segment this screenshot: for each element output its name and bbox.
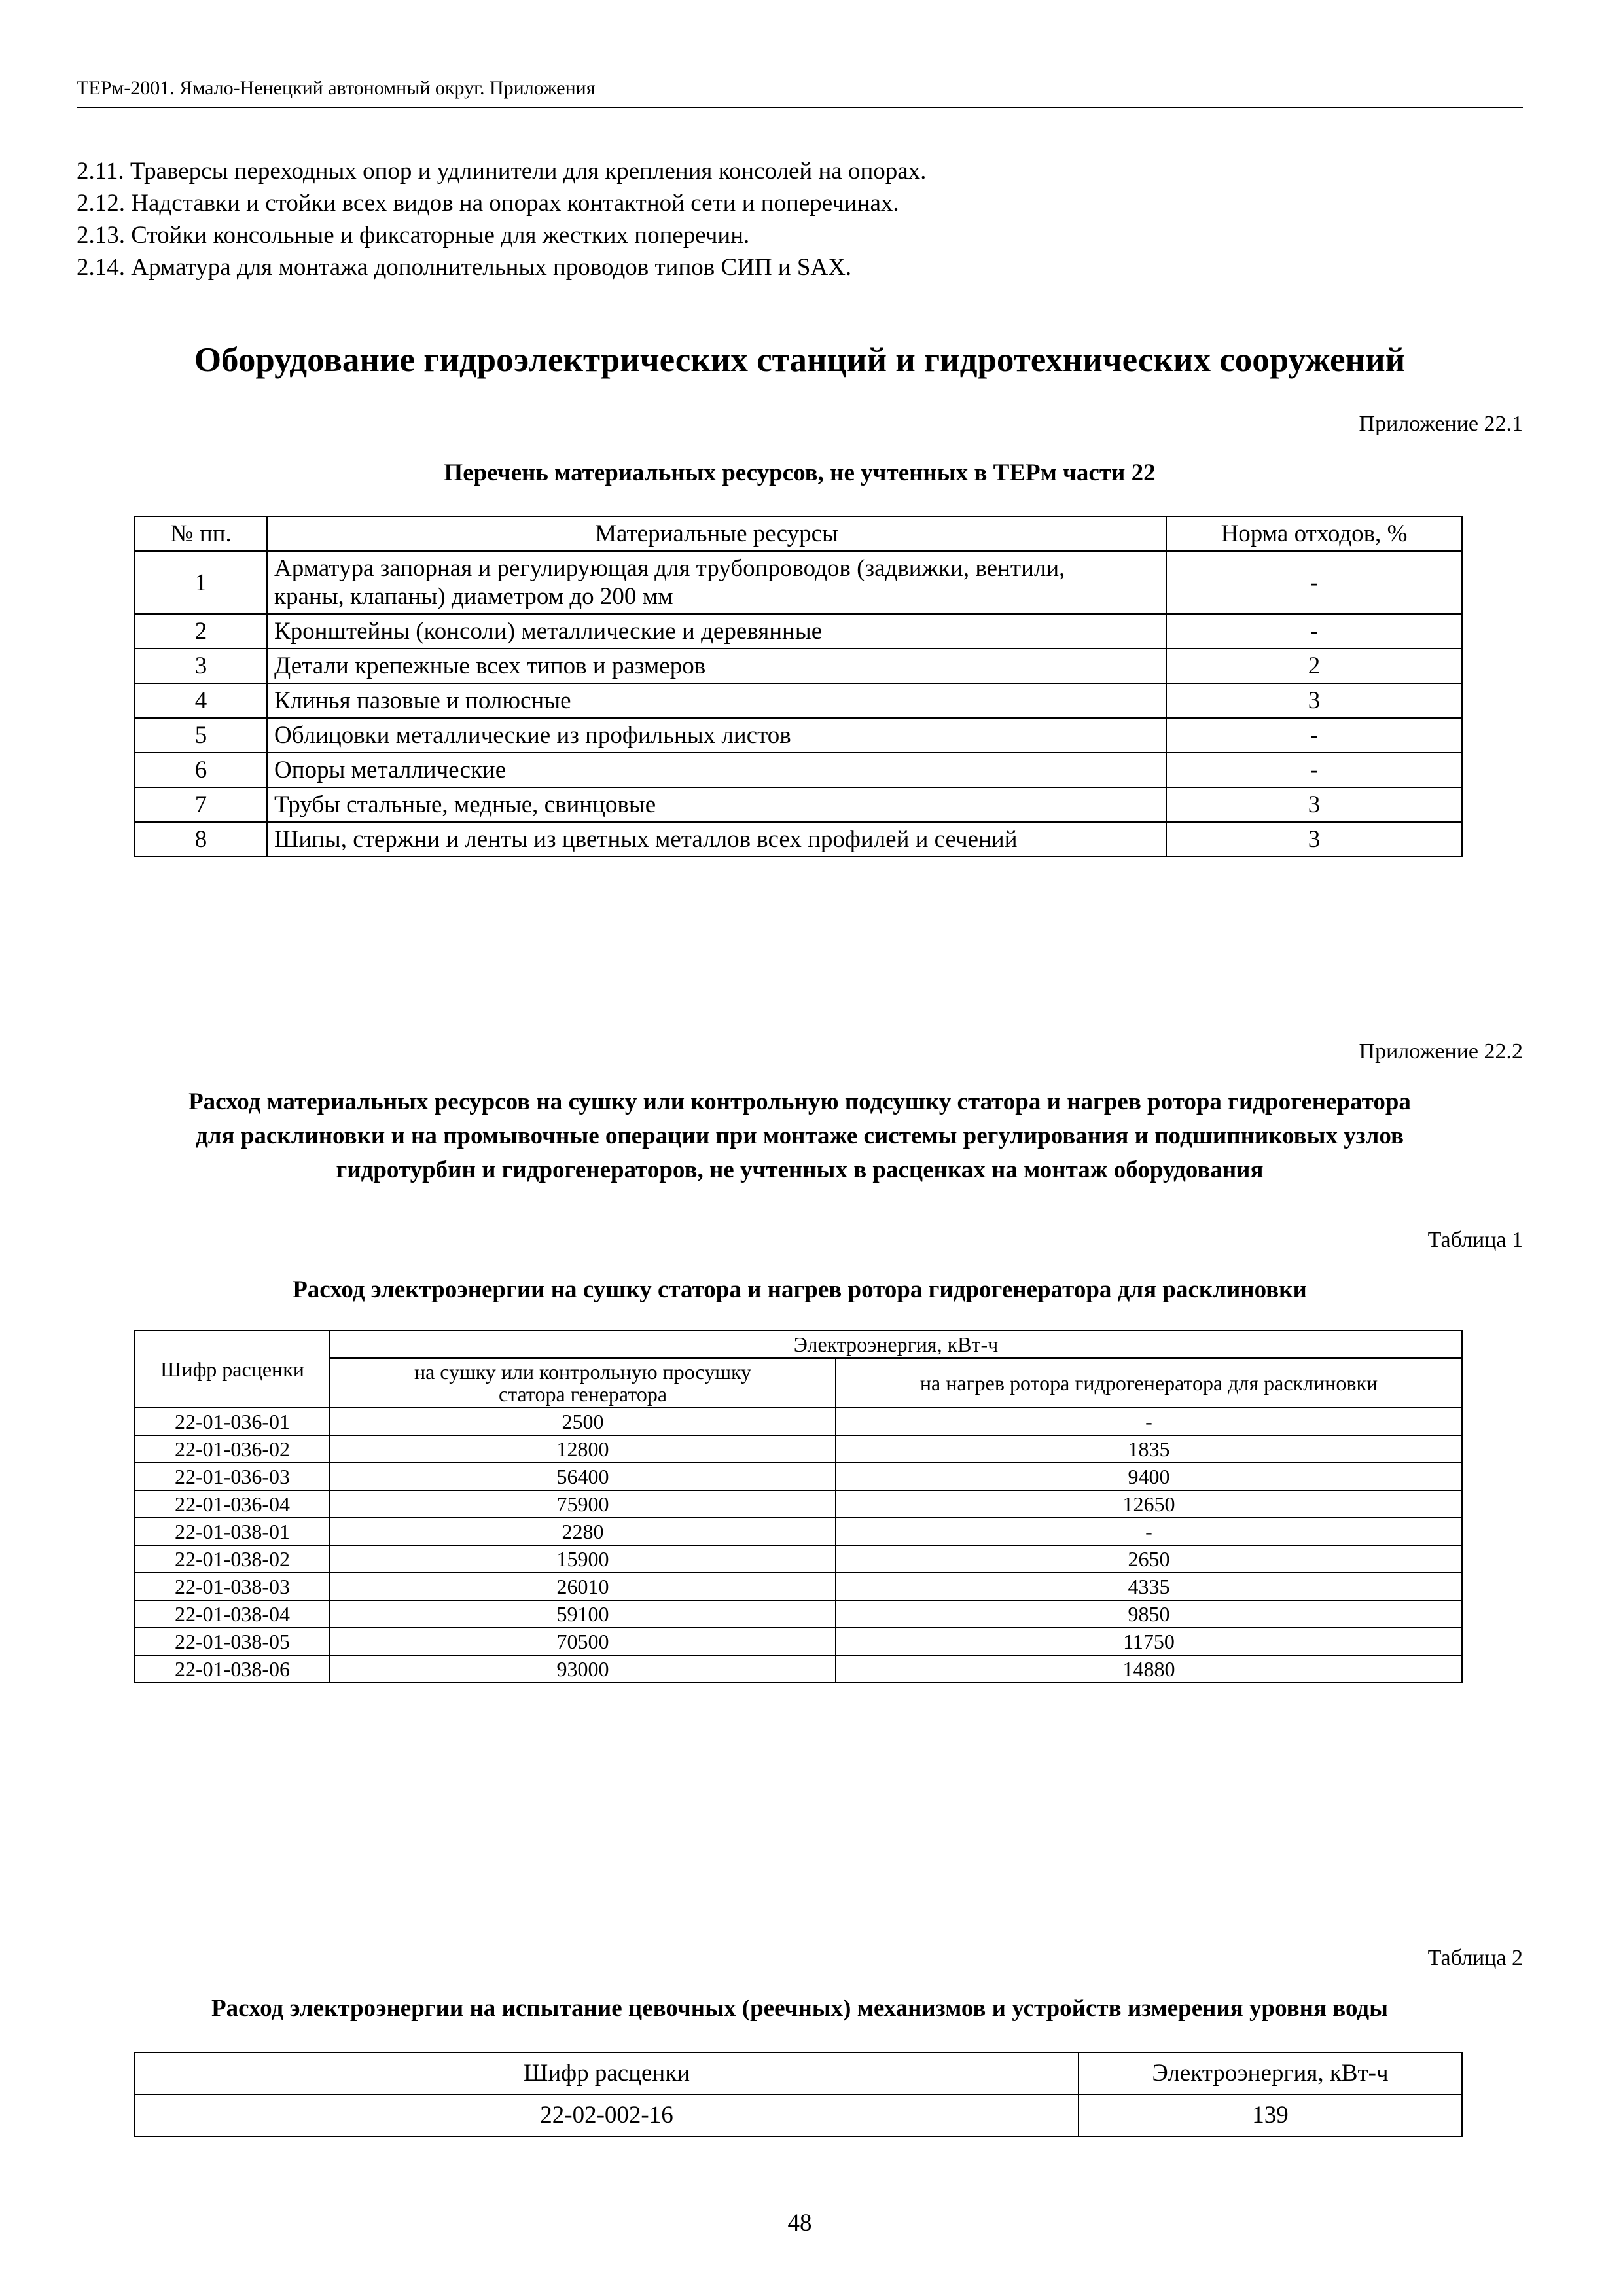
page-number: 48 <box>787 2210 812 2236</box>
waste-norm-cell: 3 <box>1166 683 1462 718</box>
heating-cell: 9850 <box>836 1600 1462 1628</box>
table-2-caption: Расход электроэнергии на испытание цевочных (реечных) механизмов и устройств измерения уровня воды <box>211 1995 1389 2022</box>
table-row <box>135 718 1462 753</box>
table-row <box>135 1600 1462 1628</box>
heating-cell: 1835 <box>836 1435 1462 1463</box>
table-row <box>135 1655 1462 1683</box>
code-cell: 22-01-036-01 <box>135 1408 330 1435</box>
table-row <box>135 683 1462 718</box>
resource-cell: Шипы, стержни и ленты из цветных металлов всех профилей и сечений <box>267 822 1166 857</box>
code-cell: 22-01-038-04 <box>135 1600 330 1628</box>
resource-cell: Облицовки металлические из профильных листов <box>267 718 1166 753</box>
table-row <box>135 1545 1462 1573</box>
table-row <box>135 1408 1462 1435</box>
resource-cell: Опоры металлические <box>267 753 1166 787</box>
table-row <box>135 1463 1462 1490</box>
table-row <box>135 787 1462 822</box>
resource-cell: Кронштейны (консоли) металлические и деревянные <box>267 614 1166 649</box>
section-title: Оборудование гидроэлектрических станций и гидротехнических сооружений <box>194 341 1406 379</box>
code-cell: 22-01-038-01 <box>135 1518 330 1545</box>
row-number: 2 <box>135 614 267 649</box>
item-list <box>77 155 926 283</box>
drying-cell: 56400 <box>330 1463 836 1490</box>
resource-cell: Трубы стальные, медные, свинцовые <box>267 787 1166 822</box>
running-header: ТЕРм-2001. Ямало-Ненецкий автономный округ. Приложения <box>77 75 1523 108</box>
resource-text-line: краны, клапаны) диаметром до 200 мм <box>274 583 673 610</box>
table-header-row <box>135 1358 1462 1408</box>
table-row <box>135 1628 1462 1655</box>
code-cell: 22-01-036-02 <box>135 1435 330 1463</box>
code-cell: 22-01-038-03 <box>135 1573 330 1600</box>
table-header-row <box>135 516 1462 551</box>
caption-line: Расход материальных ресурсов на сушку или контрольную подсушку статора и нагрев ротора гидрогенератора <box>188 1088 1411 1115</box>
table-1-label: Таблица 1 <box>1427 1228 1523 1252</box>
column-header-code: Шифр расценки <box>135 1331 330 1408</box>
heating-cell: 11750 <box>836 1628 1462 1655</box>
appendix-label-22-2: Приложение 22.2 <box>1359 1039 1523 1064</box>
table-header-row <box>135 2053 1462 2094</box>
code-cell: 22-01-038-05 <box>135 1628 330 1655</box>
table-row <box>135 1518 1462 1545</box>
table-row <box>135 822 1462 857</box>
column-header-stator-drying <box>330 1358 836 1408</box>
list-item: 2.12. Надставки и стойки всех видов на опорах контактной сети и поперечинах. <box>77 190 899 217</box>
table-row <box>135 551 1462 614</box>
table-row <box>135 649 1462 683</box>
table-row <box>135 614 1462 649</box>
column-header-code: Шифр расценки <box>135 2053 1079 2094</box>
row-number: 1 <box>135 551 267 614</box>
table-row <box>135 2094 1462 2136</box>
code-cell: 22-02-002-16 <box>135 2094 1079 2136</box>
appendix-22-2-caption <box>77 1085 1523 1187</box>
code-cell: 22-01-036-04 <box>135 1490 330 1518</box>
row-number: 6 <box>135 753 267 787</box>
column-header-number: № пп. <box>135 516 267 551</box>
table-row <box>135 1573 1462 1600</box>
electricity-table-1 <box>134 1330 1463 1683</box>
materials-table <box>134 516 1463 857</box>
heating-cell: 2650 <box>836 1545 1462 1573</box>
resource-cell: Детали крепежные всех типов и размеров <box>267 649 1166 683</box>
appendix-22-1-caption: Перечень материальных ресурсов, не учтенных в ТЕРм части 22 <box>444 459 1156 486</box>
waste-norm-cell: - <box>1166 614 1462 649</box>
drying-cell: 93000 <box>330 1655 836 1683</box>
electricity-cell: 139 <box>1079 2094 1462 2136</box>
heating-cell: 9400 <box>836 1463 1462 1490</box>
caption-line: гидротурбин и гидрогенераторов, не учтенных в расценках на монтаж оборудования <box>336 1157 1264 1183</box>
code-cell: 22-01-038-06 <box>135 1655 330 1683</box>
table-row <box>135 1435 1462 1463</box>
waste-norm-cell: - <box>1166 718 1462 753</box>
resource-cell <box>267 551 1166 614</box>
column-header-electricity: Электроэнергия, кВт-ч <box>1079 2053 1462 2094</box>
waste-norm-cell: - <box>1166 753 1462 787</box>
table-row <box>135 753 1462 787</box>
heating-cell: - <box>836 1408 1462 1435</box>
drying-cell: 75900 <box>330 1490 836 1518</box>
waste-norm-cell: 2 <box>1166 649 1462 683</box>
code-cell: 22-01-038-02 <box>135 1545 330 1573</box>
waste-norm-cell: - <box>1166 551 1462 614</box>
list-item: 2.13. Стойки консольные и фиксаторные для жестких поперечин. <box>77 222 750 249</box>
table-1-caption: Расход электроэнергии на сушку статора и нагрев ротора гидрогенератора для расклиновки <box>293 1276 1307 1303</box>
drying-cell: 59100 <box>330 1600 836 1628</box>
row-number: 4 <box>135 683 267 718</box>
row-number: 7 <box>135 787 267 822</box>
drying-cell: 26010 <box>330 1573 836 1600</box>
table-header-row <box>135 1331 1462 1358</box>
drying-cell: 2500 <box>330 1408 836 1435</box>
row-number: 8 <box>135 822 267 857</box>
caption-line: для расклиновки и на промывочные операции при монтаже системы регулирования и подшипниковых узлов <box>196 1122 1404 1149</box>
row-number: 3 <box>135 649 267 683</box>
resource-cell: Клинья пазовые и полюсные <box>267 683 1166 718</box>
column-header-electricity: Электроэнергия, кВт-ч <box>330 1331 1462 1358</box>
heating-cell: 12650 <box>836 1490 1462 1518</box>
header-text-line: на сушку или контрольную просушку <box>414 1360 752 1384</box>
drying-cell: 2280 <box>330 1518 836 1545</box>
heating-cell: - <box>836 1518 1462 1545</box>
resource-text-line: Арматура запорная и регулирующая для трубопроводов (задвижки, вентили, <box>274 555 1065 582</box>
column-header-rotor-heating: на нагрев ротора гидрогенератора для расклиновки <box>836 1358 1462 1408</box>
row-number: 5 <box>135 718 267 753</box>
waste-norm-cell: 3 <box>1166 822 1462 857</box>
heating-cell: 4335 <box>836 1573 1462 1600</box>
list-item: 2.11. Траверсы переходных опор и удлинители для крепления консолей на опорах. <box>77 158 927 185</box>
table-row <box>135 1490 1462 1518</box>
header-text-line: статора генератора <box>498 1382 668 1406</box>
column-header-waste-norm: Норма отходов, % <box>1166 516 1462 551</box>
appendix-label-22-1: Приложение 22.1 <box>1359 412 1523 436</box>
drying-cell: 70500 <box>330 1628 836 1655</box>
drying-cell: 15900 <box>330 1545 836 1573</box>
table-2-label: Таблица 2 <box>1427 1946 1523 1970</box>
electricity-table-2 <box>134 2052 1463 2137</box>
heating-cell: 14880 <box>836 1655 1462 1683</box>
column-header-resources: Материальные ресурсы <box>267 516 1166 551</box>
list-item: 2.14. Арматура для монтажа дополнительных проводов типов СИП и SAX. <box>77 254 852 281</box>
drying-cell: 12800 <box>330 1435 836 1463</box>
code-cell: 22-01-036-03 <box>135 1463 330 1490</box>
waste-norm-cell: 3 <box>1166 787 1462 822</box>
